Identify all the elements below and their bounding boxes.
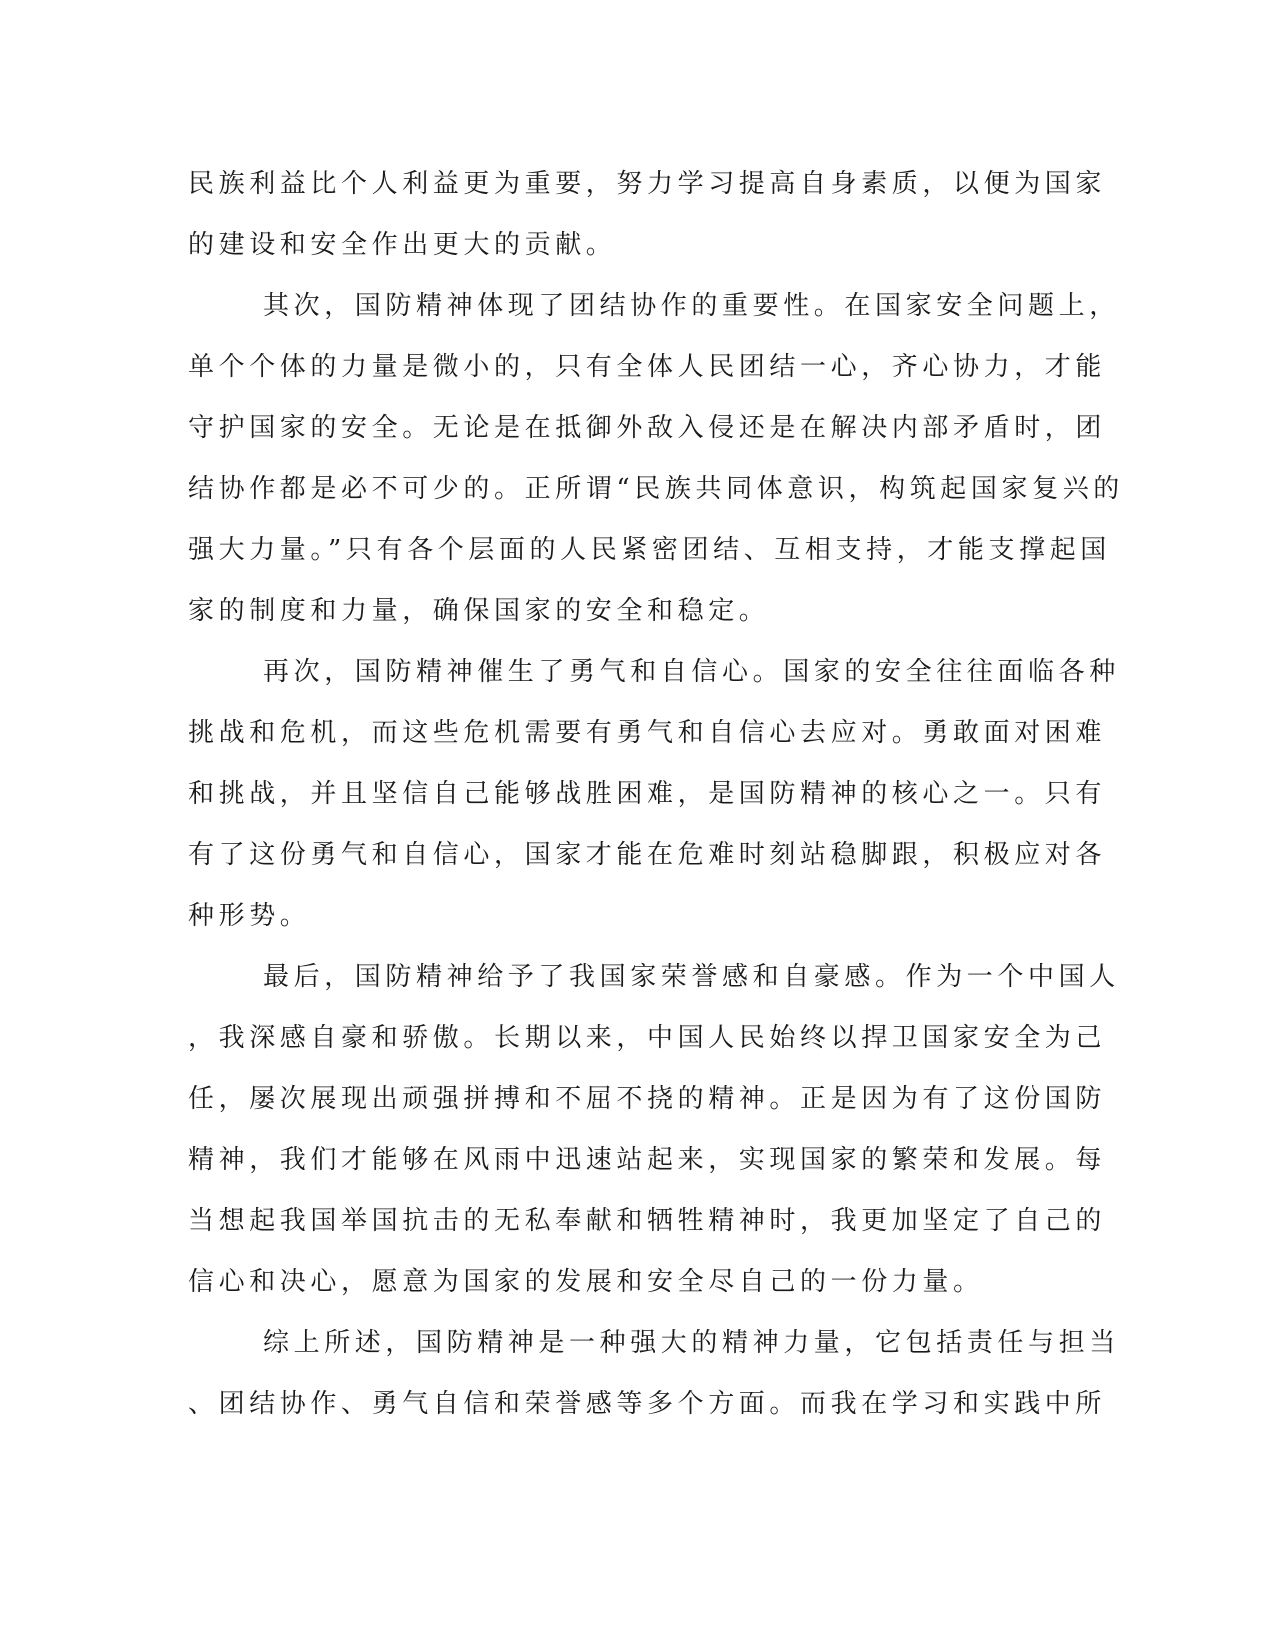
text-line: 和挑战，并且坚信自己能够战胜困难，是国防精神的核心之一。只有 — [188, 779, 1107, 809]
text-line: 结协作都是必不可少的。正所谓“民族共同体意识，构筑起国家复兴的 — [188, 474, 1124, 504]
text-line: 单个个体的力量是微小的，只有全体人民团结一心，齐心协力，才能 — [188, 352, 1107, 382]
paragraph-first-line: 再次，国防精神催生了勇气和自信心。国家的安全往往面临各种 — [263, 657, 1120, 687]
paragraph-first-line: 其次，国防精神体现了团结协作的重要性。在国家安全问题上， — [263, 291, 1120, 321]
text-line: 任，屡次展现出顽强拼搏和不屈不挠的精神。正是因为有了这份国防 — [188, 1084, 1107, 1114]
text-line: 信心和决心，愿意为国家的发展和安全尽自己的一份力量。 — [188, 1267, 984, 1297]
text-line: 家的制度和力量，确保国家的安全和稳定。 — [188, 596, 770, 626]
text-line: 精神，我们才能够在风雨中迅速站起来，实现国家的繁荣和发展。每 — [188, 1145, 1107, 1175]
text-line: 、团结协作、勇气自信和荣誉感等多个方面。而我在学习和实践中所 — [188, 1389, 1107, 1419]
text-line: 民族利益比个人利益更为重要，努力学习提高自身素质，以便为国家 — [188, 169, 1107, 199]
text-line: ，我深感自豪和骄傲。长期以来，中国人民始终以捍卫国家安全为己 — [188, 1023, 1107, 1053]
text-line: 有了这份勇气和自信心，国家才能在危难时刻站稳脚跟，积极应对各 — [188, 840, 1107, 870]
paragraph-first-line: 综上所述，国防精神是一种强大的精神力量，它包括责任与担当 — [263, 1328, 1120, 1358]
text-line: 强大力量。”只有各个层面的人民紧密团结、互相支持，才能支撑起国 — [188, 535, 1111, 565]
paragraph-first-line: 最后，国防精神给予了我国家荣誉感和自豪感。作为一个中国人 — [263, 962, 1120, 992]
text-line: 当想起我国举国抗击的无私奉献和牺牲精神时，我更加坚定了自己的 — [188, 1206, 1107, 1236]
text-line: 挑战和危机，而这些危机需要有勇气和自信心去应对。勇敢面对困难 — [188, 718, 1107, 748]
text-line: 的建设和安全作出更大的贡献。 — [188, 230, 617, 260]
text-line: 种形势。 — [188, 901, 311, 931]
text-line: 守护国家的安全。无论是在抵御外敌入侵还是在解决内部矛盾时，团 — [188, 413, 1107, 443]
